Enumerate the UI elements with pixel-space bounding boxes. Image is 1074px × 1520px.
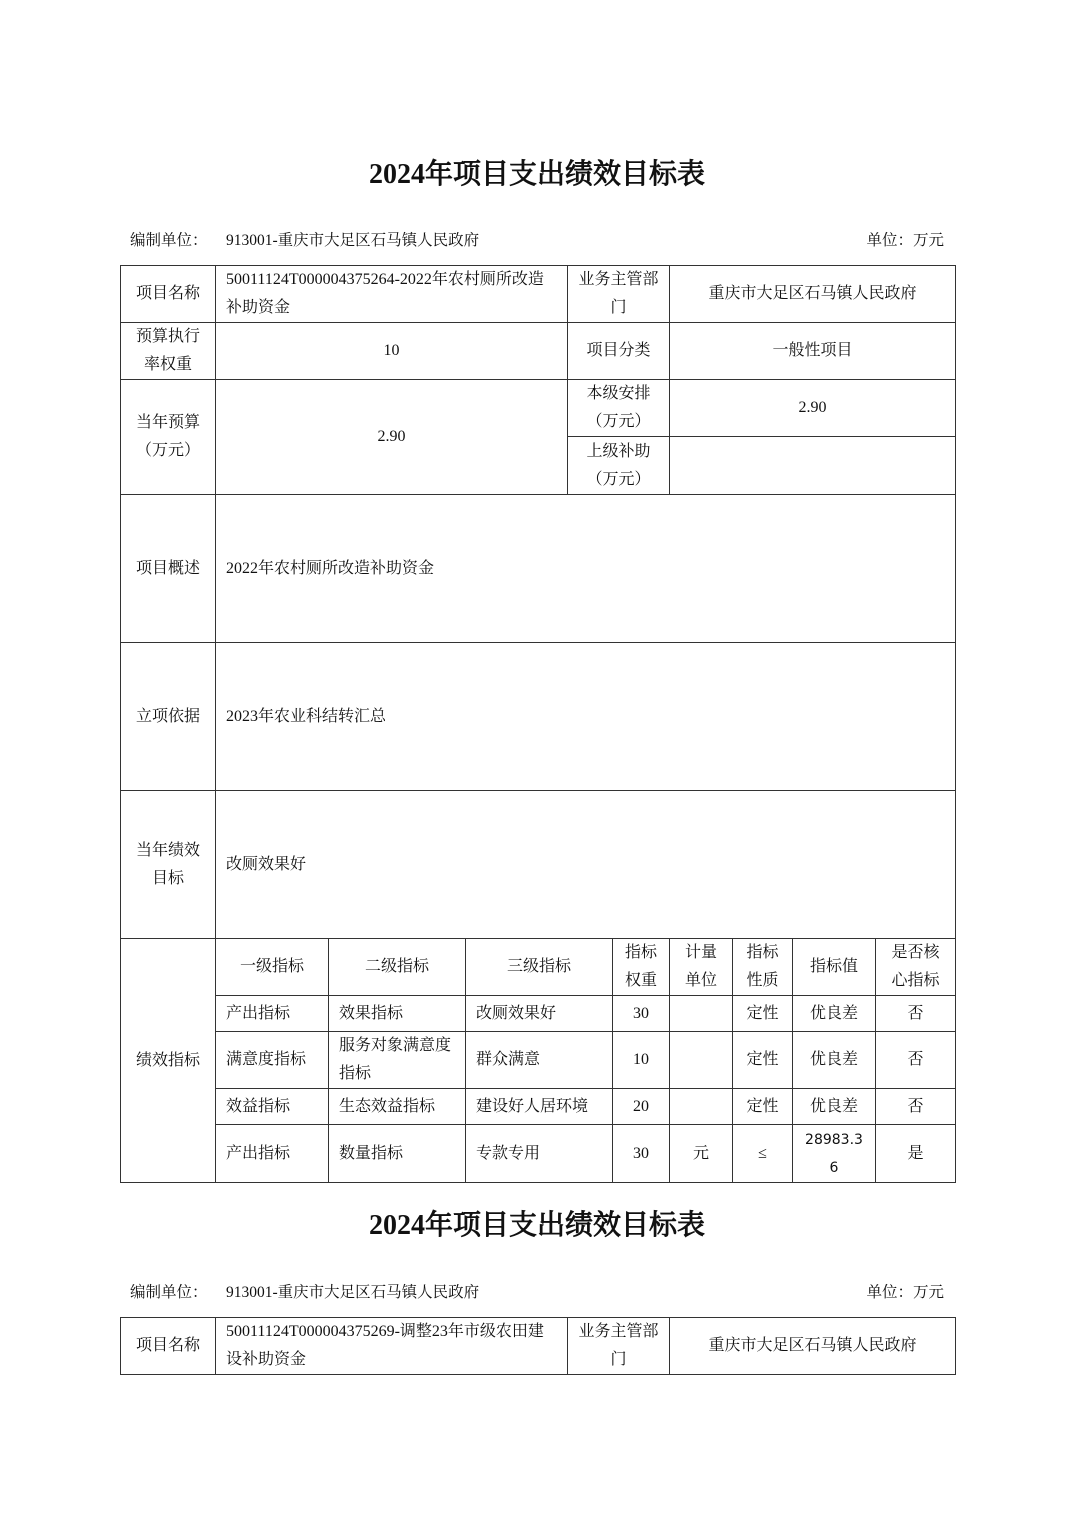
indicator-value: 优良差	[792, 1088, 876, 1125]
doc2-title: 2024年项目支出绩效目标表	[368, 1210, 705, 1241]
indicator-core: 否	[875, 1031, 956, 1089]
indicator-level3: 专款专用	[465, 1124, 613, 1183]
basis-label: 立项依据	[120, 642, 216, 791]
annual-budget-label: 当年预算（万元）	[120, 379, 216, 495]
indicator-nature: 定性	[732, 995, 793, 1032]
department-value: 重庆市大足区石马镇人民政府	[669, 265, 956, 323]
indicator-header-nature: 指标性质	[732, 938, 793, 996]
indicator-level1: 效益指标	[215, 1088, 329, 1125]
project-category-label: 项目分类	[567, 322, 670, 380]
indicator-unit	[669, 995, 733, 1032]
department-value: 重庆市大足区石马镇人民政府	[669, 1317, 956, 1375]
indicator-level3: 建设好人居环境	[465, 1088, 613, 1125]
indicator-header-unit: 计量单位	[669, 938, 733, 996]
indicator-weight: 20	[612, 1088, 670, 1125]
indicator-level2: 生态效益指标	[328, 1088, 466, 1125]
indicator-core: 否	[875, 995, 956, 1032]
project-name-label: 项目名称	[120, 265, 216, 323]
indicator-header-core: 是否核心指标	[875, 938, 956, 996]
indicator-level1: 满意度指标	[215, 1031, 329, 1089]
department-label: 业务主管部门	[567, 1317, 670, 1375]
department-label: 业务主管部门	[567, 265, 670, 323]
execution-weight-label: 预算执行率权重	[120, 322, 216, 380]
overview-label: 项目概述	[120, 494, 216, 643]
doc2-org-label: 编制单位：	[130, 1284, 208, 1301]
doc1-unit: 单位：万元	[866, 232, 944, 249]
indicator-weight: 30	[612, 1124, 670, 1183]
project-name-label: 项目名称	[120, 1317, 216, 1375]
indicator-unit	[669, 1031, 733, 1089]
project-name-value: 50011124T000004375264-2022年农村厕所改造补助资金	[215, 265, 568, 323]
indicator-level3: 改厕效果好	[465, 995, 613, 1032]
indicator-header-level2: 二级指标	[328, 938, 466, 996]
local-budget-value: 2.90	[669, 379, 956, 437]
indicator-level2: 效果指标	[328, 995, 466, 1032]
indicator-header-weight: 指标权重	[612, 938, 670, 996]
upper-subsidy-label: 上级补助（万元）	[567, 436, 670, 495]
indicator-level2: 服务对象满意度指标	[328, 1031, 466, 1089]
indicator-nature: 定性	[732, 1088, 793, 1125]
indicator-nature: ≤	[732, 1124, 793, 1183]
doc1-org-value: 913001-重庆市大足区石马镇人民政府	[226, 232, 480, 249]
execution-weight-value: 10	[215, 322, 568, 380]
doc1-org-label: 编制单位：	[130, 232, 208, 249]
indicator-core: 是	[875, 1124, 956, 1183]
indicator-value: 28983.36	[792, 1124, 876, 1183]
indicator-core: 否	[875, 1088, 956, 1125]
indicator-unit: 元	[669, 1124, 733, 1183]
annual-goal-value: 改厕效果好	[215, 790, 956, 939]
indicator-weight: 30	[612, 995, 670, 1032]
indicator-weight: 10	[612, 1031, 670, 1089]
upper-subsidy-value	[669, 436, 956, 495]
indicator-header-level1: 一级指标	[215, 938, 329, 996]
doc1-title: 2024年项目支出绩效目标表	[368, 159, 705, 190]
doc2-unit: 单位：万元	[866, 1284, 944, 1301]
project-name-value: 50011124T000004375269-调整23年市级农田建设补助资金	[215, 1317, 568, 1375]
indicators-label: 绩效指标	[120, 938, 216, 1183]
annual-budget-value: 2.90	[215, 379, 568, 495]
indicator-level1: 产出指标	[215, 995, 329, 1032]
indicator-value: 优良差	[792, 1031, 876, 1089]
indicator-value: 优良差	[792, 995, 876, 1032]
indicator-unit	[669, 1088, 733, 1125]
basis-value: 2023年农业科结转汇总	[215, 642, 956, 791]
indicator-level2: 数量指标	[328, 1124, 466, 1183]
indicator-level3: 群众满意	[465, 1031, 613, 1089]
indicator-header-value: 指标值	[792, 938, 876, 996]
doc2-org-value: 913001-重庆市大足区石马镇人民政府	[226, 1284, 480, 1301]
project-category-value: 一般性项目	[669, 322, 956, 380]
overview-value: 2022年农村厕所改造补助资金	[215, 494, 956, 643]
indicator-nature: 定性	[732, 1031, 793, 1089]
indicator-header-level3: 三级指标	[465, 938, 613, 996]
annual-goal-label: 当年绩效目标	[120, 790, 216, 939]
local-budget-label: 本级安排（万元）	[567, 379, 670, 437]
indicator-level1: 产出指标	[215, 1124, 329, 1183]
